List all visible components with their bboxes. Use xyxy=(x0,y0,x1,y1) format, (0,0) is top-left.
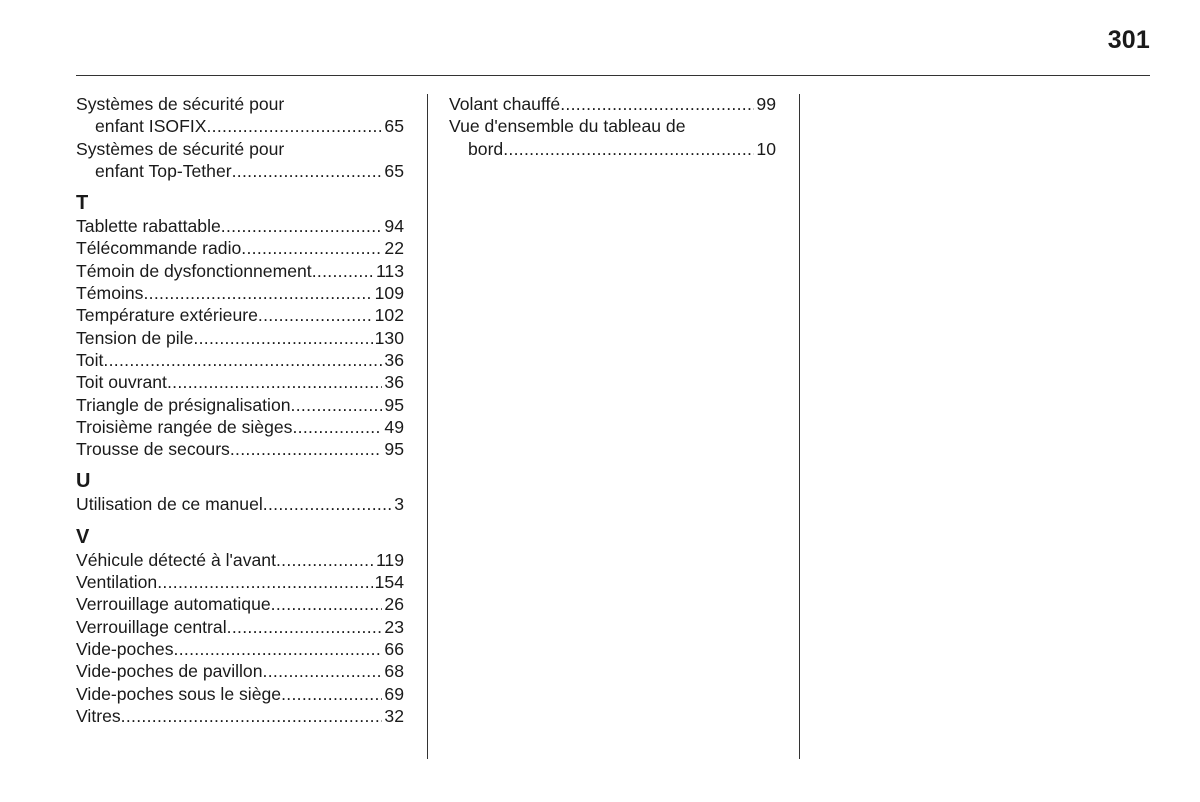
index-entry-line xyxy=(76,115,404,137)
index-entry xyxy=(76,416,404,438)
index-entry-page: 22 xyxy=(384,238,404,259)
index-entry-text: Toit xyxy=(76,349,104,370)
dot-leader xyxy=(193,327,372,349)
index-entry-text: Triangle de présignalisation xyxy=(76,394,291,415)
index-entry-page: 94 xyxy=(384,216,404,237)
index-entry-page: 36 xyxy=(384,372,404,393)
index-entry-text: enfant ISOFIX xyxy=(95,116,207,137)
dot-leader xyxy=(206,115,382,137)
index-entry-page: 95 xyxy=(384,439,404,460)
index-entry-line xyxy=(76,549,404,571)
index-entry xyxy=(76,260,404,282)
index-entry-line xyxy=(76,638,404,660)
index-entry-text: Véhicule détecté à l'avant xyxy=(76,549,276,570)
index-entry-line xyxy=(76,260,404,282)
index-entry xyxy=(76,282,404,304)
index-entry-line xyxy=(76,371,404,393)
index-entry-page: 23 xyxy=(384,616,404,637)
index-entry xyxy=(76,549,404,571)
dot-leader xyxy=(281,683,382,705)
index-entry-line xyxy=(76,160,404,182)
index-entry-line xyxy=(76,438,404,460)
dot-leader xyxy=(263,493,392,515)
index-entry xyxy=(76,237,404,259)
index-entry-text: Vide-poches de pavillon xyxy=(76,661,263,682)
index-entry-text: Tension de pile xyxy=(76,327,194,348)
index-entry-line xyxy=(76,282,404,304)
index-entry xyxy=(449,115,776,160)
index-entry-line xyxy=(449,93,776,115)
index-entry-page: 130 xyxy=(374,327,404,348)
index-entry-page: 3 xyxy=(394,494,404,515)
index-entry-page: 65 xyxy=(384,116,404,137)
dot-leader xyxy=(143,282,372,304)
index-entry-page: 66 xyxy=(384,638,404,659)
index-column-1 xyxy=(76,93,404,727)
dot-leader xyxy=(276,549,374,571)
dot-leader xyxy=(292,416,382,438)
dot-leader xyxy=(291,394,383,416)
index-entry-page: 102 xyxy=(374,305,404,326)
dot-leader xyxy=(271,593,383,615)
index-entry-line xyxy=(76,237,404,259)
index-entry-line xyxy=(76,215,404,237)
index-entry xyxy=(76,138,404,183)
column-divider xyxy=(427,94,428,759)
index-entry xyxy=(449,93,776,115)
index-entry xyxy=(76,571,404,593)
index-entry xyxy=(76,304,404,326)
index-entry-text: Température extérieure xyxy=(76,305,258,326)
dot-leader xyxy=(103,349,382,371)
index-entry-page: 95 xyxy=(384,394,404,415)
index-entry-line xyxy=(76,616,404,638)
index-entry-page: 10 xyxy=(756,138,776,159)
index-entry-line xyxy=(76,416,404,438)
index-entry xyxy=(76,394,404,416)
header-rule xyxy=(76,75,1150,76)
dot-leader xyxy=(121,705,383,727)
index-entry xyxy=(76,683,404,705)
dot-leader xyxy=(263,660,383,682)
index-entry-line xyxy=(76,683,404,705)
index-entry-page: 68 xyxy=(384,661,404,682)
index-entry xyxy=(76,493,404,515)
index-entry-line xyxy=(76,493,404,515)
dot-leader xyxy=(174,638,383,660)
index-entry-line xyxy=(449,138,776,160)
index-entry-heading: Vue d'ensemble du tableau de xyxy=(449,116,686,137)
index-entry-text: Verrouillage central xyxy=(76,616,227,637)
index-entry-page: 32 xyxy=(384,705,404,726)
index-entry-text: Télécommande radio xyxy=(76,238,242,259)
index-entry-page: 154 xyxy=(374,572,404,593)
dot-leader xyxy=(232,160,383,182)
index-entry xyxy=(76,93,404,138)
index-entry-page: 26 xyxy=(384,594,404,615)
index-entry-line xyxy=(76,304,404,326)
index-entry-page: 113 xyxy=(375,260,404,281)
index-entry-heading: Systèmes de sécurité pour xyxy=(76,138,285,159)
index-entry-page: 65 xyxy=(384,160,404,181)
dot-leader xyxy=(157,571,372,593)
index-entry xyxy=(76,438,404,460)
dot-leader xyxy=(227,616,383,638)
index-entry-text: Toit ouvrant xyxy=(76,372,167,393)
index-entry-line xyxy=(76,660,404,682)
index-entry xyxy=(76,705,404,727)
dot-leader xyxy=(241,237,382,259)
dot-leader xyxy=(312,260,374,282)
index-entry-page: 49 xyxy=(384,416,404,437)
index-entry-page: 99 xyxy=(756,94,776,114)
section-letter: V xyxy=(76,525,90,548)
index-entry-page: 36 xyxy=(384,349,404,370)
index-entry-text: bord xyxy=(468,138,504,159)
index-entry xyxy=(76,660,404,682)
index-entry xyxy=(76,371,404,393)
index-entry xyxy=(76,349,404,371)
index-entry-page: 109 xyxy=(374,283,404,304)
dot-leader xyxy=(560,93,754,115)
index-entry-page: 69 xyxy=(384,683,404,704)
index-entry-line xyxy=(76,394,404,416)
dot-leader xyxy=(230,438,383,460)
index-entry-text: Ventilation xyxy=(76,572,158,593)
dot-leader xyxy=(503,138,754,160)
index-entry-text: Tablette rabattable xyxy=(76,216,221,237)
index-entry-text: Vitres xyxy=(76,705,121,726)
index-entry-text: Troisième rangée de sièges xyxy=(76,416,293,437)
index-entry xyxy=(76,616,404,638)
index-entry-text: Vide-poches xyxy=(76,638,174,659)
index-entry-text: Utilisation de ce manuel xyxy=(76,494,263,515)
index-entry-line xyxy=(76,327,404,349)
index-entry-line xyxy=(76,571,404,593)
index-entry-heading: Systèmes de sécurité pour xyxy=(76,94,285,114)
index-entry xyxy=(76,327,404,349)
index-entry-text: Témoins xyxy=(76,283,144,304)
index-entry-page: 119 xyxy=(375,549,404,570)
index-entry-text: Volant chauffé xyxy=(449,94,561,114)
index-entry xyxy=(76,638,404,660)
index-column-2 xyxy=(449,93,776,160)
section-letter: T xyxy=(76,192,89,215)
index-entry-line xyxy=(76,349,404,371)
dot-leader xyxy=(258,304,373,326)
index-entry xyxy=(76,215,404,237)
section-letter: U xyxy=(76,470,91,493)
index-entry-line xyxy=(76,705,404,727)
index-entry-text: enfant Top-Tether xyxy=(95,160,232,181)
dot-leader xyxy=(167,371,382,393)
index-entry-line xyxy=(76,593,404,615)
index-entry-text: Verrouillage automatique xyxy=(76,594,271,615)
index-entry-text: Vide-poches sous le siège xyxy=(76,683,282,704)
column-divider xyxy=(799,94,800,759)
index-entry-text: Trousse de secours xyxy=(76,439,230,460)
dot-leader xyxy=(221,215,383,237)
index-entry xyxy=(76,593,404,615)
index-entry-text: Témoin de dysfonctionnement xyxy=(76,260,312,281)
page-number: 301 xyxy=(1107,26,1150,54)
